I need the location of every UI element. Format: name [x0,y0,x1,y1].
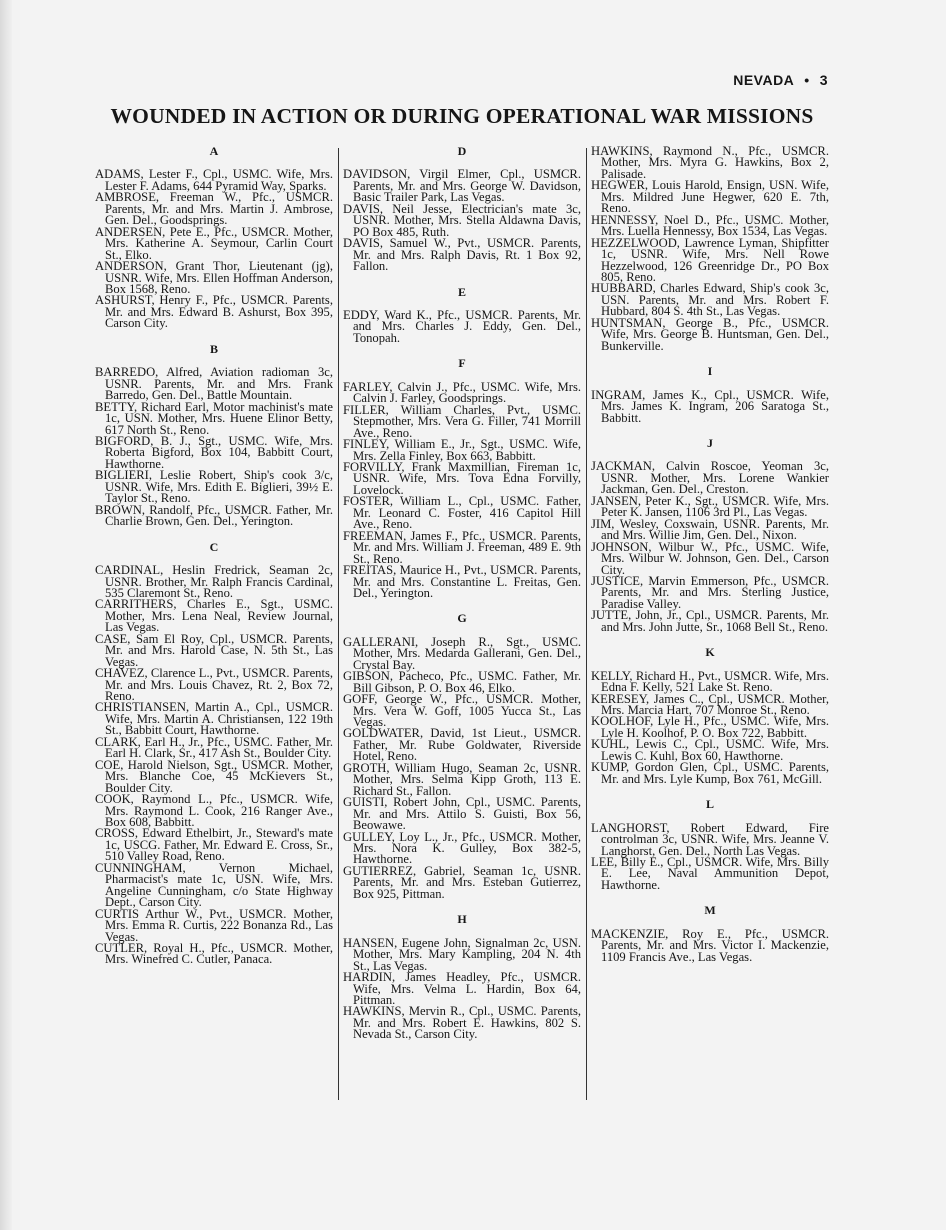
casualty-entry: BETTY, Richard Earl, Motor machinist's mate 1c, USN. Mother, Mrs. Huene Elinor Betty, 617 North St., Reno. [95,399,333,437]
casualty-entry: GIBSON, Pacheco, Pfc., USMC. Father, Mr. Bill Gibson, P. O. Box 46, Elko. [343,669,581,695]
casualty-entry: FOSTER, William L., Cpl., USMC. Father, Mr. Leonard C. Foster, 416 Capitol Hill Ave., Reno. [343,494,581,532]
casualty-entry: GOFF, George W., Pfc., USMCR. Mother, Mrs. Vera W. Goff, 1005 Yucca St., Las Vegas. [343,692,581,730]
casualty-entry: MACKENZIE, Roy E., Pfc., USMCR. Parents, Mr. and Mrs. Victor I. Mackenzie, 1109 Francis Ave., Las Vegas. [591,926,829,964]
section-letter: E [457,284,466,299]
casualty-entry: JACKMAN, Calvin Roscoe, Yeoman 3c, USNR. Mother, Mrs. Lorene Wankier Jackman, Gen. Del., Creston. [591,459,829,497]
casualty-entry: GUTIERREZ, Gabriel, Seaman 1c, USNR. Parents, Mr. and Mrs. Esteban Gutierrez, Box 925, Pittman. [343,863,581,901]
casualty-entry: HANSEN, Eugene John, Signalman 2c, USN. Mother, Mrs. Mary Kampling, 204 N. 4th St., Las Vegas. [343,935,581,973]
casualty-entry: KELLY, Richard H., Pvt., USMCR. Wife, Mrs. Edna F. Kelly, 521 Lake St. Reno. [591,668,829,695]
casualty-entry: HEGWER, Louis Harold, Ensign, USN. Wife, Mrs. Mildred June Hegwer, 620 E. 7th, Reno. [591,178,829,216]
section-letter: F [458,356,466,371]
column-1 [95,146,333,966]
casualty-entry: KUMP, Gordon Glen, Cpl., USMC. Parents, Mr. and Mrs. Lyle Kump, Box 761, McGill. [591,760,829,786]
casualty-entry: CUNNINGHAM, Vernon Michael, Pharmacist's mate 1c, USN. Wife, Mrs. Angeline Cunningham, c/o State Highway Dept., Carson City. [95,860,333,910]
casualty-entry: JOHNSON, Wilbur W., Pfc., USMC. Wife, Mrs. Wilbur W. Johnson, Gen. Del., Carson City. [591,539,829,577]
casualty-entry: GUISTI, Robert John, Cpl., USMC. Parents, Mr. and Mrs. Attilo S. Guisti, Box 56, Beowawe. [343,795,581,833]
casualty-entry: FORVILLY, Frank Maxmillian, Fireman 1c, USNR. Wife, Mrs. Tova Edna Forvilly, Lovelock. [343,459,581,497]
casualty-entry: DAVIS, Samuel W., Pvt., USMCR. Parents, Mr. and Mrs. Ralph Davis, Rt. 1 Box 92, Fallon. [343,236,581,274]
casualty-entry: ADAMS, Lester F., Cpl., USMC. Wife, Mrs. Lester F. Adams, 644 Pyramid Way, Sparks. [95,167,333,193]
casualty-entry: CHRISTIANSEN, Martin A., Cpl., USMCR. Wife, Mrs. Martin A. Christiansen, 122 19th St., Babbitt Court, Hawthorne. [95,700,333,738]
casualty-entry: HENNESSY, Noel D., Pfc., USMC. Mother, Mrs. Luella Hennessy, Box 1534, Las Vegas. [591,212,829,239]
casualty-entry: FREITAS, Maurice H., Pvt., USMCR. Parents, Mr. and Mrs. Constantine L. Freitas, Gen. Del., Yerington. [343,563,581,600]
section-letter: L [705,797,714,812]
page-title: WOUNDED IN ACTION OR DURING OPERATIONAL WAR MISSIONS [110,104,814,128]
casualty-entry: COE, Harold Nielson, Sgt., USMCR. Mother, Mrs. Blanche Coe, 45 McKievers St., Boulder City. [95,757,333,795]
casualty-entry: JIM, Wesley, Coxswain, USNR. Parents, Mr. and Mrs. Willie Jim, Gen. Del., Nixon. [591,516,829,543]
casualty-entry: CLARK, Earl H., Jr., Pfc., USMC. Father, Mr. Earl H. Clark, Sr., 417 Ash St., Boulder City. [95,734,333,761]
casualty-entry: HEZZELWOOD, Lawrence Lyman, Shipfitter 1c, USNR. Wife, Mrs. Nell Rowe Hezzelwood, 126 Greenridge Dr., PO Box 805, Reno. [591,235,829,284]
casualty-entry: COOK, Raymond L., Pfc., USMCR. Wife, Mrs. Raymond L. Cook, 216 Ranger Ave., Box 608, Babbitt. [95,792,333,830]
page-edge-shadow [0,0,12,1230]
casualty-entry: DAVIDSON, Virgil Elmer, Cpl., USMCR. Parents, Mr. and Mrs. George W. Davidson, Basic Trailer Park, Las Vegas. [343,167,581,205]
casualty-entry: AMBROSE, Freeman W., Pfc., USMCR. Parents, Mr. and Mrs. Martin J. Ambrose, Gen. Del., Goodsprings. [95,190,333,228]
casualty-entry: FILLER, William Charles, Pvt., USMC. Stepmother, Mrs. Vera G. Filler, 741 Morrill Ave., Reno. [343,402,581,440]
header-bullet: • [804,72,810,88]
casualty-entry: DAVIS, Neil Jesse, Electrician's mate 3c, USNR. Mother, Mrs. Stella Aldawna Davis, PO Box 485, Ruth. [343,201,581,239]
casualty-entry: LANGHORST, Robert Edward, Fire controlman 3c, USNR. Wife, Mrs. Jeanne V. Langhorst, Gen. Del., North Las Vegas. [591,820,829,858]
casualty-entry: EDDY, Ward K., Pfc., USMCR. Parents, Mr. and Mrs. Charles J. Eddy, Gen. Del., Tonopah. [343,307,581,345]
casualty-entry: CASE, Sam El Roy, Cpl., USMCR. Parents, Mr. and Mrs. Harold Case, N. 5th St., Las Vegas. [95,631,333,669]
section-letter: J [707,435,713,450]
section-letter: D [457,144,467,158]
casualty-entry: BARREDO, Alfred, Aviation radioman 3c, USNR. Parents, Mr. and Mrs. Frank Barredo, Gen. Del., Battle Mountain. [95,365,333,403]
casualty-entry: ANDERSON, Grant Thor, Lieutenant (jg), USNR. Wife, Mrs. Ellen Hoffman Anderson, Box 1568, Reno. [95,259,333,296]
casualty-entry: LEE, Billy E., Cpl., USMCR. Wife, Mrs. Billy E. Lee, Naval Ammunition Depot, Hawthorne. [591,855,829,892]
casualty-entry: KUHL, Lewis C., Cpl., USMC. Wife, Mrs. Lewis C. Kuhl, Box 60, Hawthorne. [591,737,829,763]
casualty-entry: JANSEN, Peter K., Sgt., USMCR. Wife, Mrs. Peter K. Jansen, 1106 3rd Pl., Las Vegas. [591,493,829,520]
section-letter: A [209,144,219,158]
casualty-entry: JUSTICE, Marvin Emmerson, Pfc., USMCR. Parents, Mr. and Mrs. Sterling Justice, Paradise Valley. [591,573,829,611]
section-letter: M [704,903,716,918]
section-letter: K [705,645,715,660]
casualty-entry: INGRAM, James K., Cpl., USMCR. Wife, Mrs. James K. Ingram, 206 Saratoga St., Babbitt. [591,387,829,425]
casualty-entry: HAWKINS, Mervin R., Cpl., USMC. Parents, Mr. and Mrs. Robert E. Hawkins, 802 S. Nevada St., Carson City. [343,1004,581,1042]
column-3 [591,146,829,963]
casualty-entry: HAWKINS, Raymond N., Pfc., USMCR. Mother, Mrs. Myra G. Hawkins, Box 2, Palisade. [591,144,829,181]
column-2 [343,146,581,1041]
casualty-entry: BIGLIERI, Leslie Robert, Ship's cook 3/c, USNR. Wife, Mrs. Edith E. Biglieri, 39½ E. Taylor St., Reno. [95,468,333,506]
section-letter: H [457,912,467,927]
casualty-entry: FINLEY, William E., Jr., Sgt., USMC. Wife, Mrs. Zella Finley, Box 663, Babbitt. [343,437,581,463]
casualty-entry: ASHURST, Henry F., Pfc., USMCR. Parents, Mr. and Mrs. Edward B. Ashurst, Box 395, Carson City. [95,293,333,331]
casualty-entry: HARDIN, James Headley, Pfc., USMCR. Wife, Mrs. Velma L. Hardin, Box 64, Pittman. [343,970,581,1007]
casualty-entry: CARRITHERS, Charles E., Sgt., USMC. Mother, Mrs. Lena Neal, Review Journal, Las Vegas. [95,597,333,635]
casualty-entry: ANDERSEN, Pete E., Pfc., USMCR. Mother, Mrs. Katherine A. Seymour, Carlin Court St., Elko. [95,224,333,262]
casualty-entry: CUTLER, Royal H., Pfc., USMCR. Mother, Mrs. Winefred C. Cutler, Panaca. [95,941,333,967]
section-letter: G [457,611,467,626]
casualty-entry: GULLEY, Loy L., Jr., Pfc., USMCR. Mother, Mrs. Nora K. Gulley, Box 382-5, Hawthorne. [343,829,581,867]
casualty-entry: CROSS, Edward Ethelbirt, Jr., Steward's mate 1c, USCG. Father, Mr. Edward E. Cross, Sr., 510 Valley Road, Reno. [95,826,333,864]
page-number: 3 [819,72,828,88]
header-state: NEVADA [733,72,795,88]
casualty-entry: HUBBARD, Charles Edward, Ship's cook 3c, USN. Parents, Mr. and Mrs. Robert F. Hubbard, 804 S. 4th St., Las Vegas. [591,281,829,319]
casualty-entry: BROWN, Randolf, Pfc., USMCR. Father, Mr. Charlie Brown, Gen. Del., Yerington. [95,502,333,529]
casualty-entry: CARDINAL, Heslin Fredrick, Seaman 2c, USNR. Brother, Mr. Ralph Francis Cardinal, 535 Claremont St., Reno. [95,563,333,600]
casualty-entry: KOOLHOF, Lyle H., Pfc., USMC. Wife, Mrs. Lyle H. Koolhof, P. O. Box 722, Babbitt. [591,714,829,740]
section-letter: C [209,539,219,554]
casualty-entry: BIGFORD, B. J., Sgt., USMC. Wife, Mrs. Roberta Bigford, Box 104, Babbitt Court, Hawthorne. [95,433,333,471]
column-divider [586,148,587,1100]
casualty-entry: CURTIS Arthur W., Pvt., USMCR. Mother, Mrs. Emma R. Curtis, 222 Bonanza Rd., Las Vegas. [95,906,333,944]
casualty-entry: GROTH, William Hugo, Seaman 2c, USNR. Mother, Mrs. Selma Kipp Groth, 113 E. Richard St., Fallon. [343,760,581,798]
casualty-entry: HUNTSMAN, George B., Pfc., USMCR. Wife, Mrs. George B. Huntsman, Gen. Del., Bunkerville. [591,315,829,353]
casualty-entry: JUTTE, John, Jr., Cpl., USMCR. Parents, Mr. and Mrs. John Jutte, Sr., 1068 Bell St., Reno. [591,608,829,634]
casualty-entry: CHAVEZ, Clarence L., Pvt., USMCR. Parents, Mr. and Mrs. Louis Chavez, Rt. 2, Box 72, Reno. [95,666,333,704]
casualty-entry: GOLDWATER, David, 1st Lieut., USMCR. Father, Mr. Rube Goldwater, Riverside Hotel, Reno. [343,726,581,764]
section-letter: I [707,364,713,379]
column-divider [338,148,339,1100]
casualty-entry: FREEMAN, James F., Pfc., USMCR. Parents, Mr. and Mrs. William J. Freeman, 489 E. 9th St., Reno. [343,528,581,566]
casualty-entry: KERESEY, James C., Cpl., USMCR. Mother, Mrs. Marcia Hart, 707 Monroe St., Reno. [591,691,829,718]
casualty-entry: FARLEY, Calvin J., Pfc., USMC. Wife, Mrs. Calvin J. Farley, Goodsprings. [343,379,581,406]
running-header [733,72,828,88]
section-letter: B [209,341,218,356]
casualty-entry: GALLERANI, Joseph R., Sgt., USMC. Mother, Mrs. Medarda Gallerani, Gen. Del., Crystal Bay. [343,634,581,672]
